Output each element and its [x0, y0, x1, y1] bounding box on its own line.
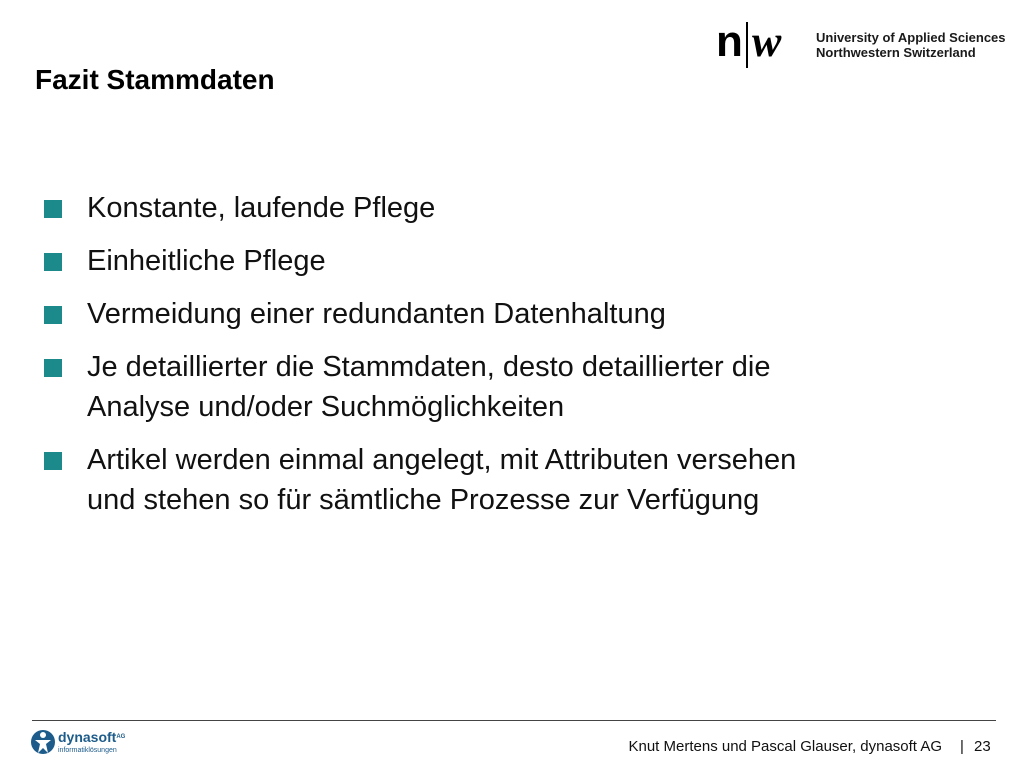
bullet-square-icon [44, 452, 62, 470]
bullet-text-line: Artikel werden einmal angelegt, mit Attributen versehen [87, 444, 797, 476]
dynasoft-brand-name: dynasoft [58, 729, 117, 745]
logo-text-line1: University of Applied Sciences [816, 30, 1006, 45]
dynasoft-logo [30, 725, 150, 763]
fhnw-logo-mark [716, 17, 800, 70]
dynasoft-brand-suffix: AG [116, 734, 126, 740]
bullet-text-line: Je detaillierter die Stammdaten, desto detaillierter die [87, 351, 771, 383]
bullet-square-icon [44, 200, 62, 218]
page-number: 23 [974, 738, 991, 755]
bullet-text-line: Einheitliche Pflege [87, 245, 326, 277]
bullet-square-icon [44, 359, 62, 377]
bullet-text-line: Vermeidung einer redundanten Datenhaltung [87, 298, 666, 330]
bullet-square-icon [44, 306, 62, 324]
bullet-item [44, 440, 984, 520]
logo-text [816, 30, 1006, 60]
footer-separator: | [960, 738, 964, 755]
logo-text-line2: Northwestern Switzerland [816, 45, 976, 60]
fhnw-logo [716, 17, 1006, 70]
dynasoft-tagline: informatiklösungen [58, 747, 117, 754]
bullet-item [44, 188, 984, 228]
bullet-list [44, 188, 984, 533]
bullet-item [44, 241, 984, 281]
logo-mark-n: n [716, 17, 743, 66]
bullet-item [44, 347, 984, 427]
bullet-item [44, 294, 984, 334]
bullet-text-line: und stehen so für sämtliche Prozesse zur Verfügung [87, 484, 760, 516]
logo-mark-w: w [752, 17, 782, 66]
footer-author: Knut Mertens und Pascal Glauser, dynasoft AG [628, 738, 942, 755]
bullet-text-line: Konstante, laufende Pflege [87, 192, 436, 224]
bullet-text-line: Analyse und/oder Suchmöglichkeiten [87, 391, 565, 423]
dynasoft-brand [58, 729, 125, 745]
bullet-square-icon [44, 253, 62, 271]
footer-divider [32, 720, 996, 721]
dynasoft-figure-icon [30, 727, 56, 757]
logo-mark-divider [746, 22, 748, 68]
slide-title: Fazit Stammdaten [35, 64, 275, 95]
